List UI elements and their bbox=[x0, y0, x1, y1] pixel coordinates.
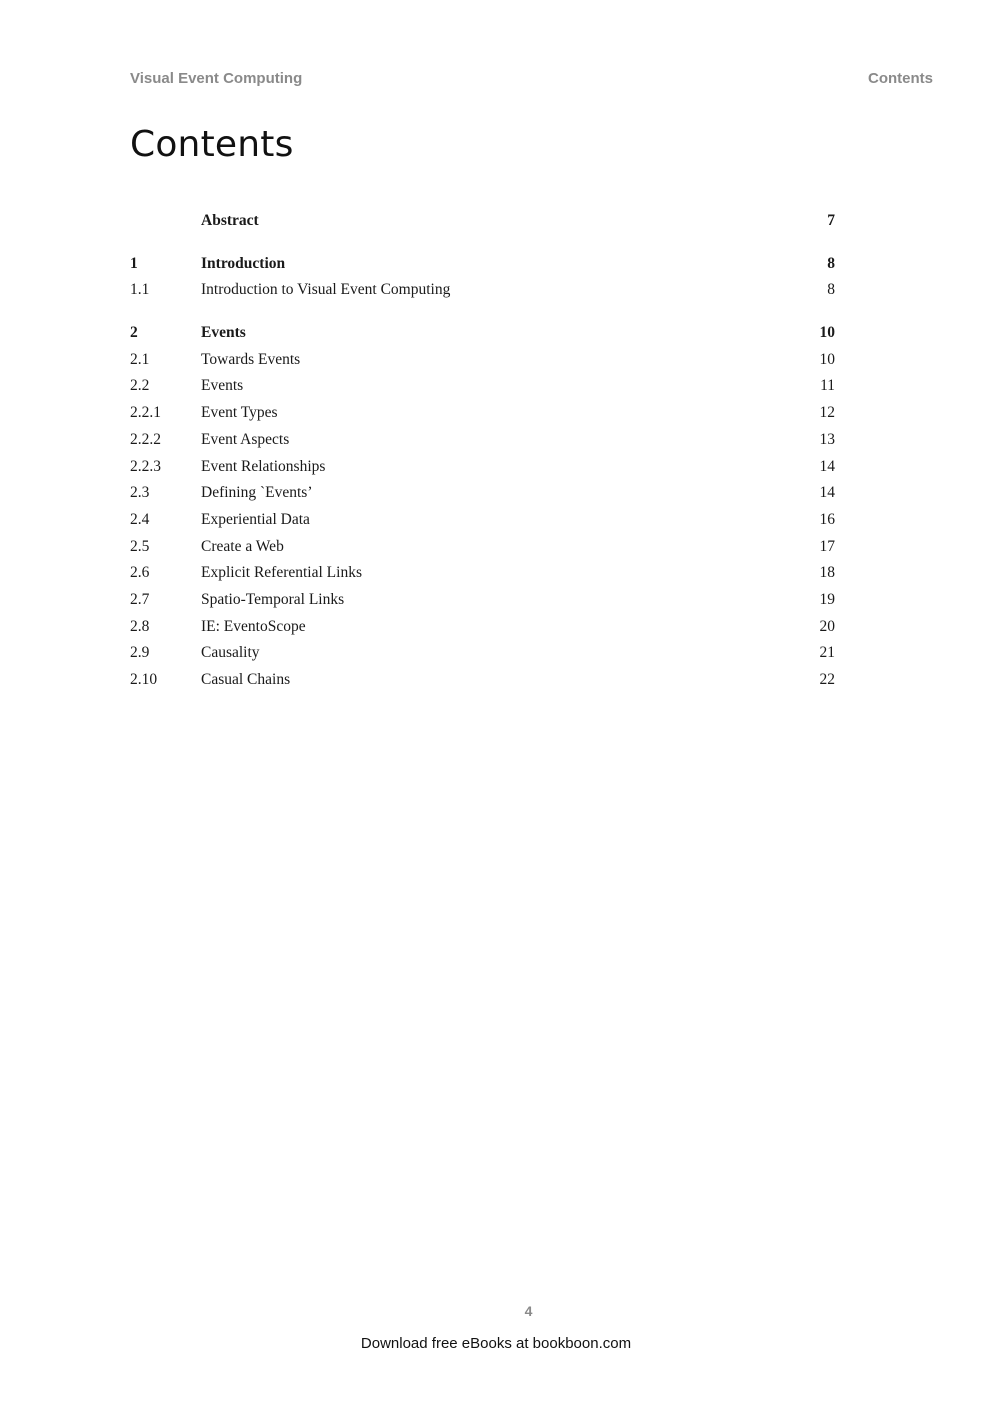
toc-entry-page: 18 bbox=[819, 564, 835, 582]
toc-entry-number: 2.1 bbox=[130, 350, 150, 368]
toc-entry[interactable] bbox=[130, 454, 835, 481]
toc-entry-page: 12 bbox=[819, 404, 835, 422]
toc-entry[interactable] bbox=[130, 480, 835, 507]
toc-entry-number: 1 bbox=[130, 254, 138, 272]
toc-entry-number: 2.2.1 bbox=[130, 404, 161, 422]
toc-entry-title[interactable]: Casual Chains bbox=[201, 671, 291, 688]
toc-entry-number: 2.6 bbox=[130, 564, 150, 582]
toc-entry-title[interactable]: Create a Web bbox=[201, 537, 284, 555]
toc-entry-title[interactable]: Explicit Referential Links bbox=[201, 564, 362, 582]
toc-entry[interactable] bbox=[130, 614, 835, 641]
toc-entry-page: 14 bbox=[819, 484, 835, 502]
toc-entry[interactable] bbox=[130, 534, 835, 561]
toc-entry-title[interactable]: Events bbox=[201, 324, 246, 342]
toc-entry-number: 2.7 bbox=[130, 590, 150, 608]
toc-entry-number: 2 bbox=[130, 324, 138, 342]
footer-download-note: Download free eBooks at bookboon.com bbox=[360, 1335, 632, 1352]
toc-entry-page: 21 bbox=[819, 644, 835, 662]
header-section: Contents bbox=[868, 70, 933, 87]
toc-entry-page: 7 bbox=[827, 212, 835, 229]
toc-entry-number: 2.4 bbox=[130, 510, 150, 528]
toc-entry-title[interactable]: Introduction bbox=[201, 254, 286, 272]
page-number: 4 bbox=[524, 1303, 533, 1319]
toc-entry-title[interactable]: Abstract bbox=[201, 212, 259, 229]
toc-entry-title[interactable]: Spatio-Temporal Links bbox=[201, 590, 345, 608]
toc-entry-number: 2.10 bbox=[130, 671, 158, 688]
toc-entry[interactable] bbox=[130, 208, 835, 235]
toc-entry[interactable] bbox=[130, 400, 835, 427]
toc-entry-page: 11 bbox=[820, 377, 835, 395]
toc-entry[interactable] bbox=[130, 507, 835, 534]
toc-entry[interactable] bbox=[130, 587, 835, 614]
toc-entry-page: 20 bbox=[819, 617, 835, 635]
toc-entry-number: 1.1 bbox=[130, 281, 150, 299]
toc-entry-number: 2.8 bbox=[130, 617, 150, 635]
toc-entry[interactable] bbox=[130, 427, 835, 454]
toc-entry-number: 2.9 bbox=[130, 644, 150, 662]
toc-entry-number: 2.5 bbox=[130, 537, 150, 555]
toc-entry-page: 8 bbox=[827, 281, 835, 299]
table-of-contents bbox=[130, 208, 835, 694]
toc-entry-page: 13 bbox=[819, 430, 835, 448]
toc-entry-page: 10 bbox=[819, 324, 835, 342]
toc-entry[interactable] bbox=[130, 373, 835, 400]
toc-entry-title[interactable]: Defining `Events’ bbox=[201, 484, 313, 502]
toc-entry-number: 2.3 bbox=[130, 484, 150, 502]
toc-entry-page: 19 bbox=[819, 590, 835, 608]
toc-entry-title[interactable]: Event Relationships bbox=[201, 457, 326, 475]
toc-entry-title[interactable]: Event Types bbox=[201, 404, 278, 422]
toc-entry-title[interactable]: Causality bbox=[201, 644, 260, 662]
toc-entry-title[interactable]: Towards Events bbox=[201, 350, 301, 368]
page-title: Contents bbox=[130, 124, 294, 165]
header-book-title: Visual Event Computing bbox=[130, 70, 303, 87]
toc-entry-number: 2.2.3 bbox=[130, 457, 161, 475]
toc-entry-title[interactable]: IE: EventoScope bbox=[201, 617, 306, 635]
toc-entry-page: 22 bbox=[819, 671, 835, 688]
toc-entry-title[interactable]: Experiential Data bbox=[201, 510, 310, 528]
toc-entry-page: 14 bbox=[819, 457, 835, 475]
toc-entry-title[interactable]: Events bbox=[201, 377, 244, 395]
toc-entry-page: 10 bbox=[819, 350, 835, 368]
toc-entry-page: 17 bbox=[819, 537, 835, 555]
toc-entry-page: 8 bbox=[827, 254, 835, 272]
toc-entry-number: 2.2 bbox=[130, 377, 150, 395]
toc-entry-number: 2.2.2 bbox=[130, 430, 161, 448]
toc-entry[interactable] bbox=[130, 640, 835, 667]
toc-entry-title[interactable]: Introduction to Visual Event Computing bbox=[201, 281, 451, 299]
toc-entry[interactable] bbox=[130, 320, 835, 347]
running-header bbox=[130, 70, 933, 90]
toc-entry-page: 16 bbox=[819, 510, 835, 528]
toc-entry[interactable] bbox=[130, 667, 835, 694]
toc-entry[interactable] bbox=[130, 560, 835, 587]
toc-entry-title[interactable]: Event Aspects bbox=[201, 430, 290, 448]
toc-entry[interactable] bbox=[130, 251, 835, 278]
toc-entry[interactable] bbox=[130, 277, 835, 304]
toc-entry[interactable] bbox=[130, 347, 835, 374]
